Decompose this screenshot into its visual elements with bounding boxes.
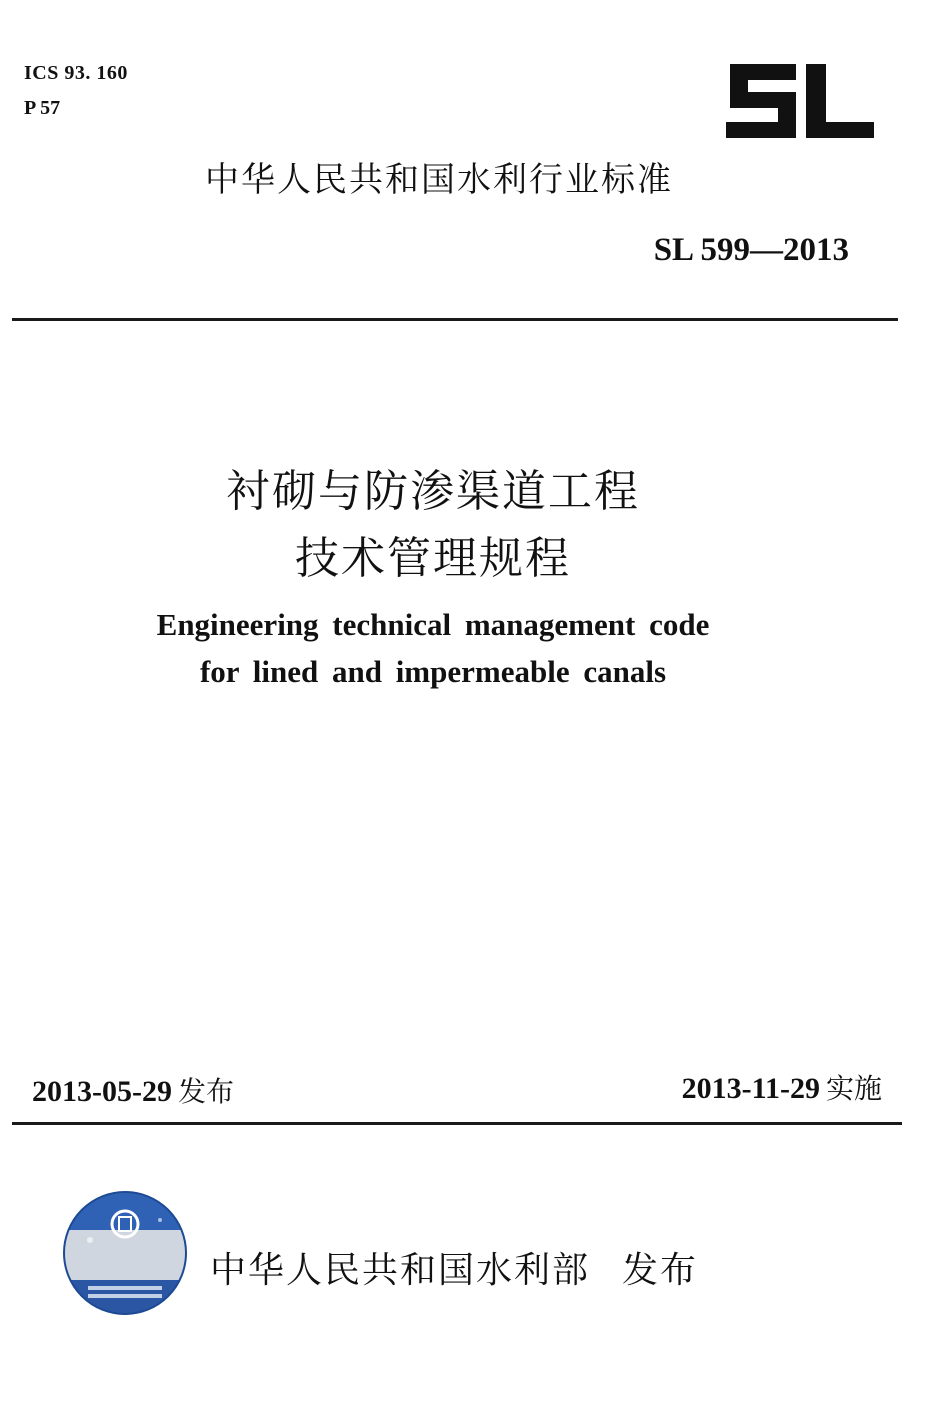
top-divider	[12, 318, 898, 321]
industry-standard-title: 中华人民共和国水利行业标准	[205, 160, 673, 200]
title-en-line1: Engineering technical management code	[156, 607, 710, 642]
issue-date-label: 发布	[177, 1075, 234, 1108]
title-cn-line2: 技术管理规程	[295, 533, 571, 584]
publisher-action: 发布	[622, 1250, 699, 1291]
title-en-line2: for lined and impermeable canals	[199, 654, 667, 689]
issue-date-value: 2013-05-29	[32, 1075, 172, 1108]
sl-logo-s-shape	[726, 64, 796, 138]
issue-date	[32, 1070, 234, 1110]
standard-code: SL 599—2013	[653, 232, 849, 268]
sl-logo	[722, 58, 878, 144]
sl-logo-l-shape	[806, 64, 874, 138]
implement-date	[682, 1067, 882, 1107]
publisher-line	[210, 1242, 698, 1293]
anti-counterfeit-seal-icon	[62, 1190, 188, 1316]
ics-code: ICS 93. 160	[24, 62, 128, 84]
ccs-code: P 57	[24, 97, 61, 119]
implement-date-label: 实施	[825, 1072, 882, 1105]
title-cn-line1: 衬砌与防渗渠道工程	[226, 466, 640, 517]
implement-date-value: 2013-11-29	[681, 1072, 820, 1105]
bottom-divider	[12, 1122, 902, 1125]
publisher-name: 中华人民共和国水利部	[210, 1250, 591, 1291]
